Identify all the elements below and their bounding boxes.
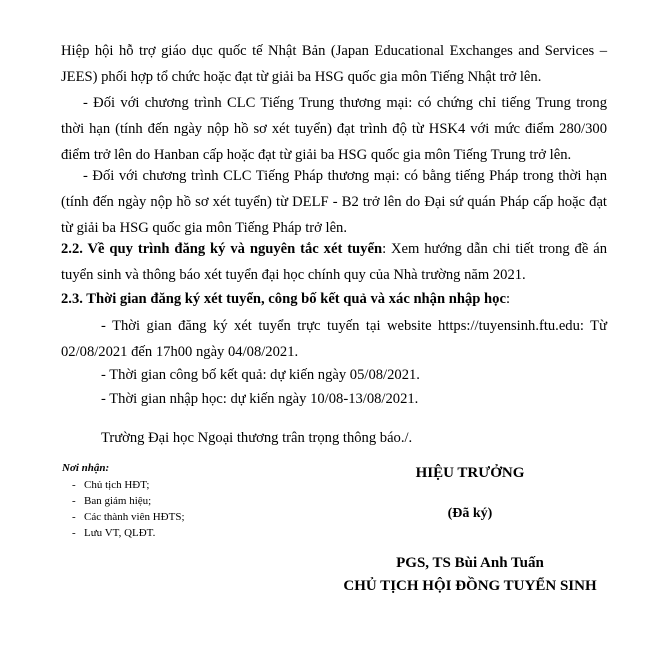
paragraph-chinese-program: - Đối với chương trình CLC Tiếng Trung thương mại: có chứng chỉ tiếng Trung trong thời hạn (tính đến ngày nộp hồ sơ xét tuyển) đạt trình độ từ HSK4 với mức điểm 280/300 điểm trở lên do Hanban cấp hoặc đạt từ giải ba HSG quốc gia môn Tiếng Trung trở lên. xyxy=(61,95,607,163)
section-2-3-heading: 2.3. Thời gian đăng ký xét tuyển, công bố kết quả và xác nhận nhập học xyxy=(61,291,506,307)
signer-role: CHỦ TỊCH HỘI ĐỒNG TUYỂN SINH xyxy=(343,578,597,594)
recipient-item: - Các thành viên HĐTS; xyxy=(72,509,282,525)
signer-name: PGS, TS Bùi Anh Tuấn xyxy=(396,555,544,571)
recipient-item: - Chủ tịch HĐT; xyxy=(72,477,282,493)
recipients-list xyxy=(62,477,282,541)
timeline-registration: - Thời gian đăng ký xét tuyển trực tuyến tại website https://tuyensinh.ftu.edu: Từ 02/08/2021 đến 17h00 ngày 04/08/2021. xyxy=(61,318,607,360)
section-2-3-colon: : xyxy=(505,291,510,307)
paragraph-jees: Hiệp hội hỗ trợ giáo dục quốc tế Nhật Bản (Japan Educational Exchanges and Services – JEES) phối hợp tổ chức hoặc đạt từ giải ba HSG quốc gia môn Tiếng Nhật trở lên. xyxy=(61,43,607,85)
recipients-block xyxy=(62,460,282,541)
signature-signed-note: (Đã ký) xyxy=(447,506,493,521)
timeline-results: - Thời gian công bố kết quả: dự kiến ngày 05/08/2021. xyxy=(101,367,420,383)
section-2-3 xyxy=(61,286,607,312)
recipients-title: Nơi nhận: xyxy=(62,462,110,474)
closing-statement: Trường Đại học Ngoại thương trân trọng thông báo./. xyxy=(101,430,413,446)
paragraph-french-program: - Đối với chương trình CLC Tiếng Pháp thương mại: có bằng tiếng Pháp trong thời hạn (tính đến ngày nộp hồ sơ xét tuyển) từ DELF - B2 trở lên do Đại sứ quán Pháp cấp hoặc đạt từ giải ba HSG quốc gia môn Tiếng Pháp trở lên. xyxy=(61,168,607,236)
signature-position: HIỆU TRƯỞNG xyxy=(415,465,525,481)
recipient-item: - Ban giám hiệu; xyxy=(72,493,282,509)
section-2-2-heading: 2.2. Về quy trình đăng ký và nguyên tắc xét tuyển xyxy=(61,241,383,257)
recipient-item: - Lưu VT, QLĐT. xyxy=(72,525,282,541)
section-2-2 xyxy=(61,236,607,288)
timeline-enrollment: - Thời gian nhập học: dự kiến ngày 10/08-13/08/2021. xyxy=(101,391,419,407)
section-2-2-text: : Xem hướng dẫn chi tiết trong đề án tuyển sinh và thông báo xét tuyển đại học chính quy của Nhà trường năm 2021. xyxy=(61,241,607,283)
